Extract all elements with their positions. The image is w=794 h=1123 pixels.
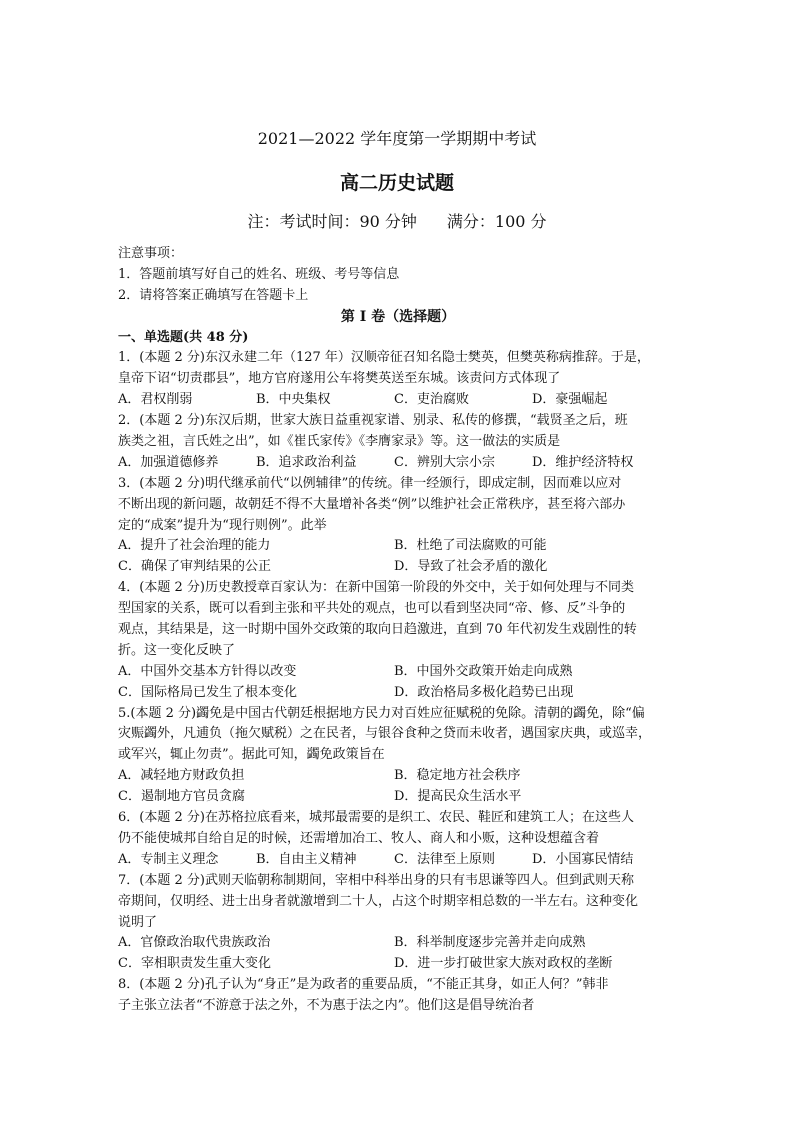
question-text-line: 不断出现的新问题，故朝廷不得不大量增补各类“例”以维护社会正常秩序，甚至将六部办	[118, 496, 626, 512]
question-text-line: 子主张立法者“不游意于法之外，不为惠于法之内”。他们这是倡导统治者	[118, 998, 535, 1014]
question-options	[118, 390, 678, 411]
question-options	[118, 557, 678, 578]
exam-time-note: 注：考试时间：90 分钟	[247, 212, 417, 231]
question-text-line: 观点，其结果是，这一时期中国外交政策的取向日趋激进，直到 70 年代初发生戏剧性的转	[118, 622, 637, 638]
question-text-line: 说明了	[118, 914, 158, 930]
question-6	[118, 808, 678, 871]
question-text-line: 5.(本题 2 分)蠲免是中国古代朝廷根据地方民力对百姓应征赋税的免除。清朝的蠲免，除“偏	[118, 705, 645, 721]
question-text-line: 8．(本题 2 分)孔子认为“身正”是为政者的重要品质，“不能正其身，如正人何？”韩非	[118, 977, 609, 993]
notice-heading: 注意事项：	[118, 246, 184, 261]
question-text-line: 型国家的关系，既可以看到主张和平共处的观点，也可以看到坚决同“帝、修、反”斗争的	[118, 601, 626, 617]
option-d: D．进一步打破世家大族对政权的垄断	[394, 956, 613, 972]
question-text-line: 灾赈蠲外，凡逋负（拖欠赋税）之在民者，与银谷食种之贷而未收者，遇国家庆典，或巡幸，	[118, 726, 652, 742]
option-d: D．小国寡民情结	[532, 851, 634, 867]
option-c: C．国际格局已发生了根本变化	[118, 684, 297, 700]
question-options	[118, 683, 678, 704]
exam-info	[0, 210, 794, 234]
part-title: 第 I 卷（选择题）	[340, 308, 456, 325]
question-text-line: 6．(本题 2 分)在苏格拉底看来，城邦最需要的是织工、农民、鞋匠和建筑工人；在这些人	[118, 810, 634, 826]
exam-body	[118, 244, 678, 1017]
question-1	[118, 348, 678, 411]
option-b: B．中国外交政策开始走向成熟	[394, 663, 573, 679]
question-2	[118, 411, 678, 474]
question-options	[118, 453, 678, 474]
question-options	[118, 850, 678, 871]
question-options	[118, 787, 678, 808]
option-d: D．维护经济特权	[532, 454, 634, 470]
question-8	[118, 975, 678, 1017]
notice-item: 1．答题前填写好自己的姓名、班级、考号等信息	[118, 266, 400, 282]
option-b: B．杜绝了司法腐败的可能	[394, 538, 547, 554]
question-text-line: 3．(本题 2 分)明代继承前代“以例辅律”的传统。律一经颁行，即成定制，因而难以应对	[118, 475, 622, 491]
exam-title: 2021—2022 学年度第一学期期中考试	[257, 129, 537, 148]
option-a: A．官僚政治取代贵族政治	[118, 935, 271, 951]
question-text-line: 或军兴，辄止勿责”。据此可知，蠲免政策旨在	[118, 747, 385, 763]
question-options	[118, 662, 678, 683]
option-a: A．减轻地方财政负担	[118, 768, 245, 784]
question-options	[118, 766, 678, 787]
question-7	[118, 871, 678, 975]
question-4	[118, 578, 678, 703]
question-text-line: 皇帝下诏“切责郡县”，地方官府遂用公车将樊英送至东城。该责问方式体现了	[118, 371, 561, 387]
option-d: D．豪强崛起	[532, 392, 608, 408]
question-options	[118, 954, 678, 975]
question-options	[118, 933, 678, 954]
question-5	[118, 704, 678, 808]
option-a: A．中国外交基本方针得以改变	[118, 663, 297, 679]
question-options	[118, 536, 678, 557]
question-text-line: 4．(本题 2 分)历史教授章百家认为：在新中国第一阶段的外交中，关于如何处理与不同类	[118, 580, 634, 596]
option-b: B．自由主义精神	[256, 851, 357, 867]
option-b: B．追求政治利益	[256, 454, 357, 470]
option-a: A．加强道德修养	[118, 454, 219, 470]
question-text-line: 帝期间，仅明经、进士出身者就激增到二十人，占这个时期宰相总数的一半左右。这种变化	[118, 893, 639, 909]
option-c: C．遏制地方官员贪腐	[118, 789, 245, 805]
option-c: C．辨别大宗小宗	[394, 454, 495, 470]
question-3	[118, 474, 678, 578]
exam-subtitle: 高二历史试题	[339, 172, 454, 194]
option-c: C．宰相职责发生重大变化	[118, 956, 271, 972]
notice-item: 2．请将答案正确填写在答题卡上	[118, 287, 309, 303]
option-b: B．科举制度逐步完善并走向成熟	[394, 935, 586, 951]
option-a: A．专制主义理念	[118, 851, 219, 867]
option-b: B．稳定地方社会秩序	[394, 768, 521, 784]
option-a: A．提升了社会治理的能力	[118, 538, 271, 554]
question-text-line: 2．(本题 2 分)东汉后期，世家大族日益重视家谱、别录、私传的修撰，“载贤圣之后，班	[118, 413, 628, 429]
option-c: C．法律至上原则	[394, 851, 495, 867]
section-title: 一、单选题(共 48 分)	[118, 329, 249, 345]
exam-score-note: 满分：100 分	[446, 212, 547, 231]
option-d: D．提高民众生活水平	[394, 789, 522, 805]
question-text-line: 折。这一变化反映了	[118, 642, 236, 658]
question-text-line: 仍不能使城邦自给自足的时候，还需增加冶工、牧人、商人和小贩，这种设想蕴含着	[118, 830, 600, 846]
option-b: B．中央集权	[256, 392, 331, 408]
option-d: D．导致了社会矛盾的激化	[394, 559, 548, 575]
option-d: D．政治格局多极化趋势已出现	[394, 684, 574, 700]
option-c: C．吏治腐败	[394, 392, 469, 408]
question-text-line: 1．(本题 2 分)东汉永建二年（127 年）汉顺帝征召知名隐士樊英，但樊英称病推辞。于是，	[118, 350, 650, 366]
question-text-line: 定的“成案”提升为“现行则例”。此举	[118, 517, 327, 533]
question-text-line: 7．(本题 2 分)武则天临朝称制期间，宰相中科举出身的只有韦思谦等四人。但到武则天称	[118, 872, 634, 888]
question-text-line: 族类之祖，言氏姓之出”，如《崔氏家传》《李膺家录》等。这一做法的实质是	[118, 434, 561, 450]
option-c: C．确保了审判结果的公正	[118, 559, 271, 575]
option-a: A．君权削弱	[118, 392, 193, 408]
